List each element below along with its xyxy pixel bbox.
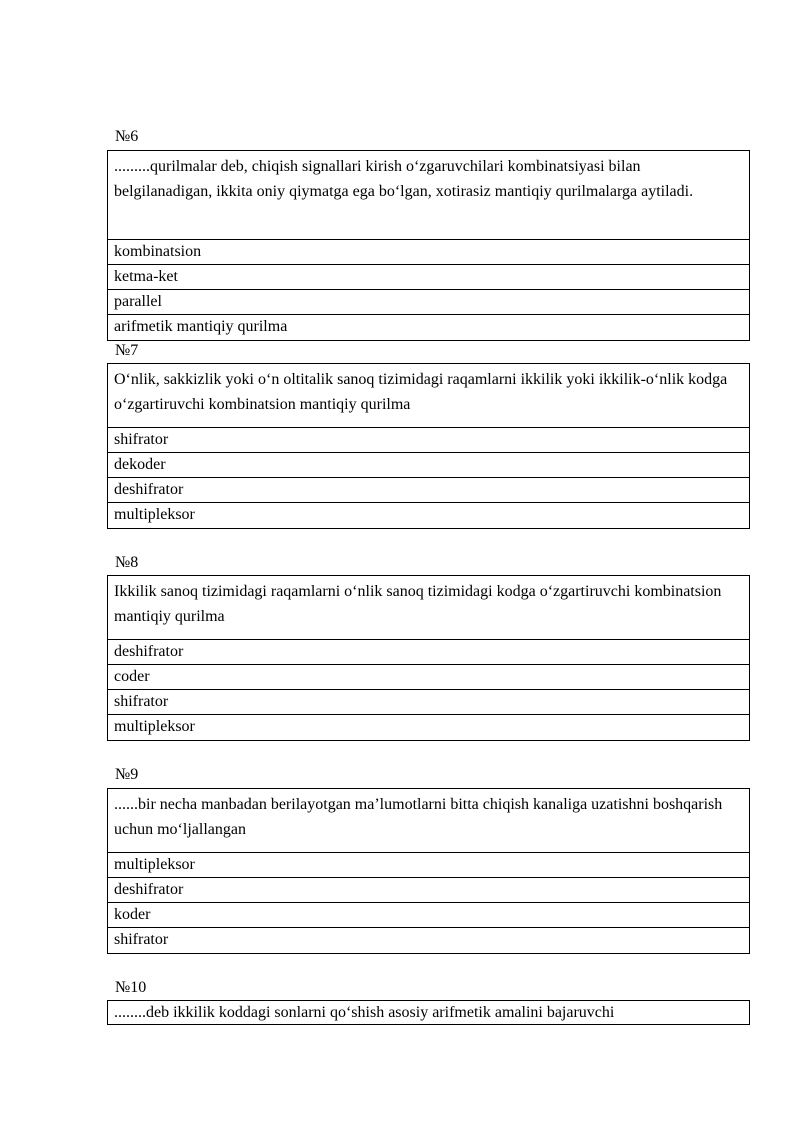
answer-option[interactable]: multipleksor bbox=[108, 853, 749, 878]
answer-option[interactable]: dekoder bbox=[108, 453, 749, 478]
answer-option[interactable]: arifmetik mantiqiy qurilma bbox=[114, 318, 288, 335]
question-text: .........qurilmalar deb, chiqish signallari kirish o‘zgaruvchilari kombinatsiyasi bilan belgilanadigan, ikkita oniy qiymatga ega bo‘lgan, xotirasiz mantiqiy qurilmalarga aytiladi. bbox=[108, 151, 749, 240]
question-text: Ikkilik sanoq tizimidagi raqamlarni o‘nlik sanoq tizimidagi kodga o‘zgartiruvchi kombinatsion mantiqiy qurilma bbox=[108, 576, 749, 640]
question-number: №10 bbox=[115, 979, 147, 996]
question-text: ......bir necha manbadan berilayotgan ma’lumotlarni bitta chiqish kanaliga uzatishni boshqarish uchun mo‘ljallangan bbox=[108, 789, 749, 853]
question-table bbox=[107, 788, 750, 954]
answer-option[interactable]: shifrator bbox=[108, 428, 749, 453]
answer-option[interactable]: multipleksor bbox=[114, 506, 195, 523]
question-table bbox=[107, 575, 750, 741]
question-table bbox=[107, 363, 750, 529]
answer-option[interactable]: coder bbox=[108, 665, 749, 690]
answer-option[interactable]: koder bbox=[108, 903, 749, 928]
answer-option[interactable]: parallel bbox=[108, 290, 749, 315]
answer-option[interactable]: multipleksor bbox=[114, 718, 195, 735]
answer-option[interactable]: shifrator bbox=[108, 690, 749, 715]
answer-option[interactable]: deshifrator bbox=[108, 640, 749, 665]
answer-option[interactable]: deshifrator bbox=[108, 478, 749, 503]
question-table bbox=[107, 150, 750, 341]
question-number: №6 bbox=[115, 128, 139, 145]
answer-option[interactable]: ketma-ket bbox=[108, 265, 749, 290]
answer-option[interactable]: kombinatsion bbox=[108, 240, 749, 265]
question-number: №9 bbox=[115, 766, 139, 783]
question-text: O‘nlik, sakkizlik yoki o‘n oltitalik sanoq tizimidagi raqamlarni ikkilik yoki ikkilik-o‘nlik kodga o‘zgartiruvchi kombinatsion mantiqiy qurilma bbox=[108, 364, 749, 428]
question-table bbox=[107, 1000, 750, 1025]
answer-option[interactable]: shifrator bbox=[114, 931, 169, 948]
question-number: №7 bbox=[115, 342, 139, 359]
answer-option[interactable]: deshifrator bbox=[108, 878, 749, 903]
question-number: №8 bbox=[115, 554, 139, 571]
question-text: ........deb ikkilik koddagi sonlarni qo‘shish asosiy arifmetik amalini bajaruvchi bbox=[114, 1004, 615, 1021]
